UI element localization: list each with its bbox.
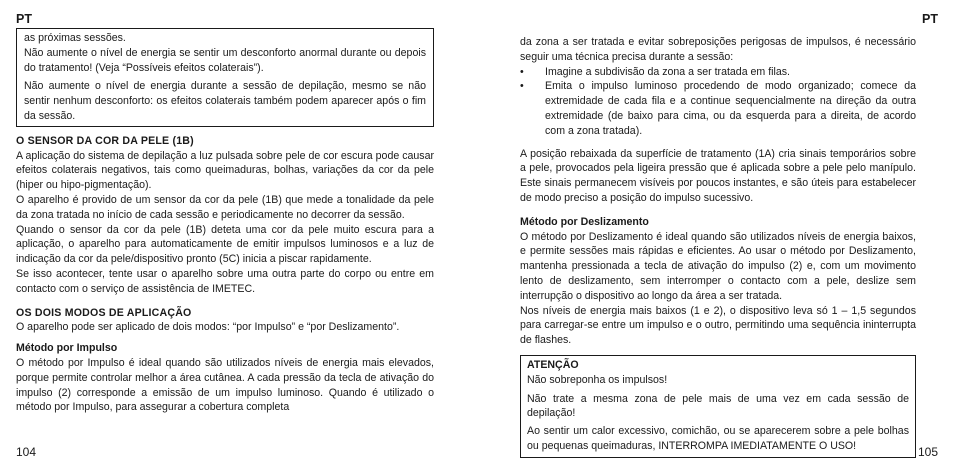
page-number: 105 bbox=[917, 445, 938, 459]
list-item-text: Imagine a subdivisão da zona a ser tratada em filas. bbox=[545, 65, 790, 78]
glide-method-paragraph: O método por Deslizamento é ideal quando são utilizados níveis de energia baixos, e permite sessões mais rápidas e eficientes. Ao usar o método por Deslizamento, mantenha pressionada a tecla de ativação do impulso (2) e, com um movimento lento de deslizamento, sem interromper o contacto com a pele, deslize sem interrupção o dispositivo ao longo da área a ser tratada. bbox=[520, 230, 916, 302]
bullet-icon: • bbox=[520, 65, 524, 78]
skin-sensor-paragraph: A aplicação do sistema de depilação a luz pulsada sobre pele de cor escura pode causar efeitos colaterais negativos, tais como queimaduras, bolhas, variações da cor da pele (hiper ou hipo-pigmentação). bbox=[16, 149, 434, 192]
list-item bbox=[520, 65, 916, 80]
right-page bbox=[477, 0, 954, 470]
technique-list bbox=[520, 65, 916, 139]
attention-line: Não trate a mesma zona de pele mais de uma vez em cada sessão de depilação! bbox=[527, 392, 909, 420]
attention-line: Não sobreponha os impulsos! bbox=[527, 373, 668, 386]
skin-sensor-paragraph: Quando o sensor da cor da pele (1B) deteta uma cor da pele muito escura para a aplicação, o aparelho para automaticamente de emitir impulsos luminosos e a luz de indicação da cor da pele/dispositivo pronto (5C) inicia a piscar rapidamente. bbox=[16, 223, 434, 266]
section-heading-skin-sensor: O SENSOR DA COR DA PELE (1B) bbox=[16, 134, 194, 147]
attention-title: ATENÇÃO bbox=[527, 358, 579, 371]
attention-line: Ao sentir um calor excessivo, comichão, ou se aparecerem sobre a pele bolhas ou pequenas queimaduras, INTERROMPA IMEDIATAMENTE O USO! bbox=[527, 425, 909, 452]
left-column bbox=[16, 28, 434, 415]
warning-line-2: Não aumente o nível de energia se sentir um desconforto anormal durante ou depois do tratamento! (Veja “Possíveis efeitos colaterais”). bbox=[24, 46, 426, 74]
attention-box bbox=[520, 355, 916, 458]
list-item bbox=[520, 79, 916, 138]
subheading-impulse-method: Método por Impulso bbox=[16, 342, 118, 355]
section-heading-modes: OS DOIS MODOS DE APLICAÇÃO bbox=[16, 306, 192, 319]
treatment-position-paragraph: A posição rebaixada da superfície de tratamento (1A) cria sinais temporários sobre a pele, provocados pela ligeira pressão que é aplicada sobre a pele pelo manípulo. Este sinais permanecem visíveis por poucos instantes, e são úteis para estabelecer de modo preciso a posição do impulso sucessivo. bbox=[520, 147, 916, 204]
skin-sensor-paragraph: O aparelho é provido de um sensor da cor da pele (1B) que mede a tonalidade da pele da zona tratada no início de cada sessão e periodicamente no decorrer da sessão. bbox=[16, 193, 434, 221]
modes-paragraph: O aparelho pode ser aplicado de dois modos: “por Impulso” e “por Deslizamento”. bbox=[16, 321, 400, 334]
impulse-method-paragraph: O método por Impulso é ideal quando são utilizados níveis de energia mais elevados, porque permite controlar melhor a área cutânea. A cada pressão da tecla de ativação do impulso (2) corresponde a emissão de um impulso luminoso. Quando é utilizado o método por Impulso, para assegurar a cobertura completa bbox=[16, 356, 434, 414]
right-column bbox=[520, 35, 916, 458]
language-label: PT bbox=[922, 12, 938, 26]
energy-warning-box bbox=[16, 28, 434, 127]
impulse-continuation-paragraph: da zona a ser tratada e evitar sobreposições perigosas de impulsos, é necessário seguir uma técnica precisa durante a sessão: bbox=[520, 36, 916, 63]
language-label: PT bbox=[16, 12, 32, 26]
warning-line-1: as próximas sessões. bbox=[24, 32, 126, 44]
warning-paragraph-1 bbox=[24, 31, 426, 75]
list-item-text: Emita o impulso luminoso procedendo de modo organizado; comece da extremidade de cada fila e a continue sequencialmente na direção da outra extremidade (de baixo para cima, ou da esquerda para a direita, de acordo com a zona tratada). bbox=[545, 80, 916, 137]
bullet-icon: • bbox=[520, 80, 524, 93]
page-number: 104 bbox=[16, 445, 37, 459]
glide-method-paragraph: Nos níveis de energia mais baixos (1 e 2), o dispositivo leva só 1 – 1,5 segundos para carregar-se entre um impulso e o outro, permitindo uma sequência ininterrupta de flashes. bbox=[520, 304, 916, 347]
warning-paragraph-2: Não aumente o nível de energia durante a sessão de depilação, mesmo se não sentir nenhum desconforto: os efeitos colaterais também podem aparecer após o fim da sessão. bbox=[24, 80, 426, 122]
skin-sensor-paragraph: Se isso acontecer, tente usar o aparelho sobre uma outra parte do corpo ou entre em contacto com o serviço de assistência de IMETEC. bbox=[16, 267, 434, 295]
subheading-glide-method: Método por Deslizamento bbox=[520, 215, 649, 228]
